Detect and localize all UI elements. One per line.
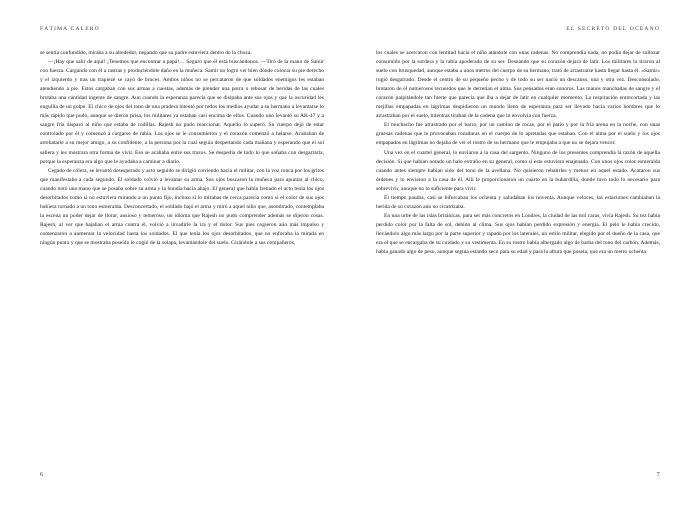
- running-head-title: EL SECRETO DEL OCÉANO: [566, 26, 660, 32]
- paragraph: El muchacho fue arrastrado por el barro, por un camino de rocas, por el patio y por la fría arena en la noche, con unas gruesas cadenas que le provocaban rozaduras en el cuerpo de lo apretadas que estaban. Con el alma por el suelo y los ojos empapados en lágrimas no dejaba de ver el rostro de su hermano que le empujaba a que no se dejara vencer.: [376, 122, 660, 147]
- paragraph: —¡Hay que salir de aquí! ¡Tenemos que encontrar a papá!… Seguro que él está buscándonos. —Tiró de la mano de Samir con fuerza. Cargando con él a rastras y produciéndole daño en la muñeca. Samir no logró ver bien dónde colocar su pie derecho y el izquierdo y tras un trapiezé se cayó de bruces. Ambos niños no se percataron de que sóldados enemigos les estaban atendiendo a pie. Estos cargaban con sus armas a cuestas, además de prender una porra o rebosar de heridas de las cuales brotaba una cantidad ingente de sangre. Aun cuando la esperanza parecía que se disipaba ante sus ojos y que la oscuridad les engullía de un golpe. El chico de ojos del tono de una pradera intentó por todos los medios ayudar a su hermano a levantarse lo más rápido que pudo, aunque se dieron prisa, los militares ya estaban casi encima de ellos. Cuando uno levantó su AK-47 y a sangre fría disparó al niño que estaba de rodillas. Rajesh no pudo reaccionar. Aquello lo superó. Su cuerpo dejó de estar controlado por él y comenzó a cargarse de rabia. Los ojos se le consumieron y el corazón comenzó a helarse. Acababan de arrebatarle a su mejor amigo, a su confidente, a la persona por la cual seguía despertando cada mañana y esperando que el sol saliera y les mostrara otra forma de vivir. Eso se acababa entre sus trazos. Se despedía de todo lo que soñaba con desgarrarla, porque la esperanza era algo que le ayudaba a caminar a diario.: [40, 59, 324, 165]
- paragraph: Cegado de cólera, se levantó desesperado y acto seguido se dirigió corriendo hacia el militar, con la voz ronca por los gritos que manifestaba a cada segundo. El soldado volvió a levantar su arma. Sus ojos buscaron la muñeca para apuntar al chico, cuando notó una mano que se posaba sobre su arma y la hundía hacia abajo. El general que había frenado el acto tenía los ojos desorbitados como si no estuviera mirando a un punto fijo, incluso si lo mirabas de cerca parecía como si el color de sus ojos hubiera tornado a un tono esmeralda. Desconcertado, el soldado bajó el arma y miró a aquel niño que, asombrado, contemplaba la escena un poder dejar de llorar, ansioso y temeroso, un idioma que Rajesh no pudo comprender además se dijeron cosas. Rajesh, al ver que bajaban el arma contra él, volvió a invadirle la ira y el dolor. Sus pies cogieron aún más impulso y comenzaron a aumentar la velocidad hasta los soldados. El que tenía los ojos desorbitados, que no enfocaba la mirada en ningún punto y que se mostraba poseído le cogió de la solapa, levantándole del suelo. Girándole a sus compañeros,: [40, 167, 324, 246]
- paragraph: Una vez en el cuartel general, lo enviaron a la casa del sargento. Ninguno de los presentes comprendía la razón de aquella decisión. Si que habían notado un halo extraño en su general, como si este estuviera enajenado. Con unos ojos color esmeralda cuando antes siempre habían sido del tono de la avellana. No quisieron rebatirles y menos en aquel estado. Acataron sus órdenes y lo enviaron a la casa de él. Allí le proporcionaron un cuarto en la buhardilla, donde tuvo todo lo necesario para sobrevivir, aunque no lo suficiente para vivir.: [376, 149, 660, 192]
- paragraph: se sentía confundido, miraba a su alrededor, negando que su padre estuviera dentro de la choza.: [40, 50, 252, 56]
- page-gutter: [350, 0, 351, 514]
- folio-right: 7: [656, 472, 660, 478]
- running-head-author: FÁTIMA CALERO: [40, 26, 100, 32]
- paragraph: los cuales se acercaron con lentitud hacia el niño atándole con unas cadenas. No comprendía nada, no podía dejar de sollozar consumido por la sordera y la rabia apoderado de su ser. Deseando que su corazón dejara de latir. Los militares lo tiraron al suelo con brusquedad, aunque estaba a unos metros del cuerpo de su hermano, trató de arrastrarse hasta llegar hasta él. «Samir» rugió desgarrado. Desde el centro de su pequeño pecho y de todo su ser nació un descanso, una y otra vez. Desconsolado, brotaron de él numerosos recuerdos que le derretían el alma. Sus pensados eran sonoros. Las manos manchadas de sangre y el corazón palpitándole tan fuerte que parecía que iba a dejar de latir en cualquier momento. La respiración entrecortada y las mejillas empapadas en lágrimas despidieron un mundo lleno de esperanza para ser llevado hacia varios hombres que lo arrastraban por el suelo, mientras tiraban de la cadena que lo envolvía con fuerza.: [376, 50, 660, 120]
- paragraph: El tiempo pasaba, casi se bifurcaban los ochenta y saludaban los noventa. Aunque veloces, las estaciones cambiaban la herida de su corazón aún no cicatrizaba.: [376, 194, 660, 210]
- right-page-body: [376, 49, 660, 472]
- left-page-body: [40, 49, 324, 472]
- paragraph: En una urbe de las islas británicas, para ser más concretos en Londres, la ciudad de las mil caras, vivía Rajesh. Su tez había perdido color por la falta de sol, debido al clima. Sus ojos habían perdido expresión y energía. El pelo le había crecido, llevándolo algo más largo por la parte superior y rapado por los laterales, un estilo militar, elegido por el dueño de la casa, que era el que se encargaba de su cuidado y su vestimenta. En su rostro había albergado algo de barba del tono del carbón. Además, había ganado algo de peso, aunque seguía estando seco para su edad y para la altura que poseía, que era un metro ochenta.: [376, 212, 660, 256]
- page-right: [350, 0, 700, 514]
- folio-left: 6: [40, 472, 44, 478]
